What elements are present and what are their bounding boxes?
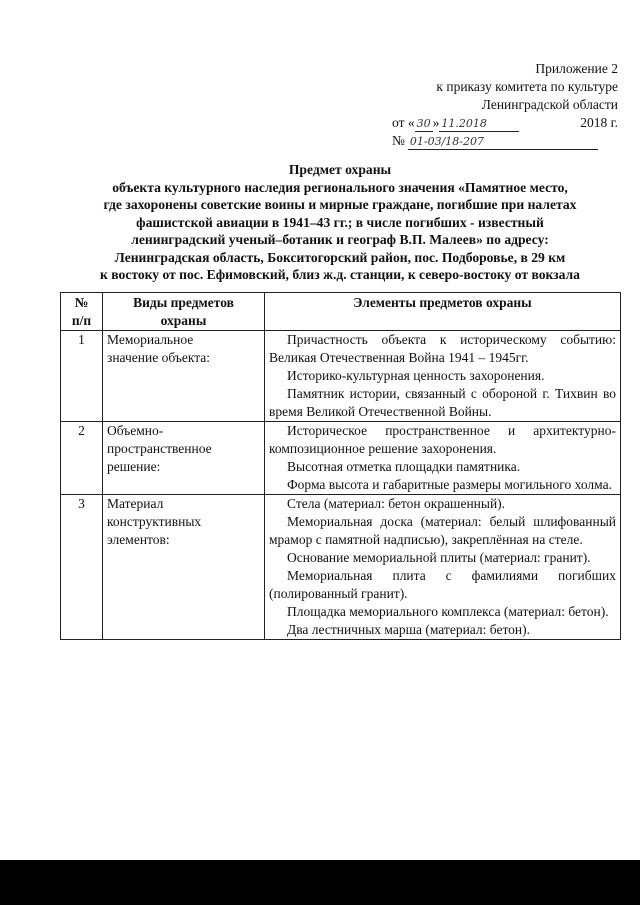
appendix-block [392, 60, 618, 150]
header-kind-line-1: Виды предметов [133, 295, 234, 310]
appendix-number-line [392, 132, 618, 150]
title-line-5: ленинградский ученый–ботаник и географ В.П. Малеев» по адресу: [131, 232, 549, 247]
header-kind-line-2: охраны [160, 313, 207, 328]
document-title [60, 161, 620, 284]
row-elements [265, 495, 621, 640]
row-kind-line: решение: [107, 459, 161, 474]
title-line-1: Предмет охраны [288, 162, 392, 177]
row-number: 2 [61, 422, 103, 495]
element-paragraph: Причастность объекта к историческому событию: Великая Отечественная Война 1941 – 1945гг. [269, 332, 616, 365]
title-line-3: где захоронены советские воины и мирные граждане, погибшие при налетах [103, 197, 577, 212]
row-kind-line: конструктивных [107, 514, 202, 529]
element-paragraph: Два лестничных марша (материал: бетон). [287, 622, 531, 637]
appendix-title: Приложение 2 [535, 61, 618, 76]
header-elements-text: Элементы предметов охраны [353, 295, 532, 310]
title-line-6: Ленинградская область, Бокситогорский район, пос. Подборовье, в 29 км [114, 249, 566, 265]
element-paragraph: Памятник истории, связанный с обороной г. Тихвин во время Великой Отечественной Войны. [269, 386, 616, 419]
element-paragraph: Площадка мемориального комплекса (материал: бетон). [287, 604, 609, 619]
date-prefix: от « [392, 115, 415, 130]
element-paragraph: Основание мемориальной плиты (материал: гранит). [287, 550, 591, 565]
row-kind-line: Материал [107, 496, 164, 511]
title-line-4: фашистской авиации в 1941–43 гг.; в числе погибших - известный [136, 214, 544, 230]
scan-edge-bar [0, 860, 640, 905]
appendix-date-line [392, 114, 618, 132]
table-header-row [61, 293, 621, 331]
header-number [61, 293, 103, 331]
table-row [61, 495, 621, 640]
element-paragraph: Форма высота и габаритные размеры могильного холма. [287, 477, 612, 492]
element-paragraph: Высотная отметка площадки памятника. [287, 459, 521, 474]
date-year: 2018 г. [580, 115, 618, 130]
title-line-2: объекта культурного наследия регионального значения «Памятное место, [112, 179, 568, 195]
element-paragraph: Историко-культурная ценность захоронения. [287, 368, 545, 383]
element-paragraph: Историческое пространственное и архитектурно-композиционное решение захоронения. [269, 423, 616, 456]
element-paragraph: Мемориальная плита с фамилиями погибших (полированный гранит). [269, 568, 616, 601]
appendix-order: к приказу комитета по культуре [436, 79, 618, 94]
protection-table [60, 292, 621, 640]
date-day-handwritten: 30 [416, 117, 431, 130]
row-kind-line: Объемно- [107, 423, 164, 438]
date-month-handwritten: 11.2018 [439, 117, 519, 132]
title-line-7: к востоку от пос. Ефимовский, близ ж.д. станции, к северо-востоку от вокзала [100, 267, 580, 282]
element-paragraph: Стела (материал: бетон окрашенный). [287, 496, 506, 511]
number-handwritten: 01-03/18-207 [408, 135, 598, 150]
row-elements [265, 422, 621, 495]
row-number: 3 [61, 495, 103, 640]
row-kind-line: значение объекта: [107, 350, 211, 365]
row-kind [103, 422, 265, 495]
header-number-line-1: № [74, 295, 89, 310]
element-paragraph: Мемориальная доска (материал: белый шлифованный мрамор с памятной надписью), закреплённая на стеле. [269, 514, 616, 547]
row-kind-line: Мемориальное [107, 332, 194, 347]
row-kind [103, 495, 265, 640]
header-kind [103, 293, 265, 331]
table-row [61, 422, 621, 495]
table-row [61, 331, 621, 422]
header-number-line-2: п/п [71, 313, 92, 328]
header-elements [265, 293, 621, 331]
row-kind-line: элементов: [107, 532, 170, 547]
row-elements [265, 331, 621, 422]
number-prefix: № [392, 133, 405, 148]
date-mid: » [432, 115, 440, 130]
row-kind-line: пространственное [107, 441, 212, 456]
row-number: 1 [61, 331, 103, 422]
appendix-region: Ленинградской области [481, 97, 618, 112]
row-kind [103, 331, 265, 422]
